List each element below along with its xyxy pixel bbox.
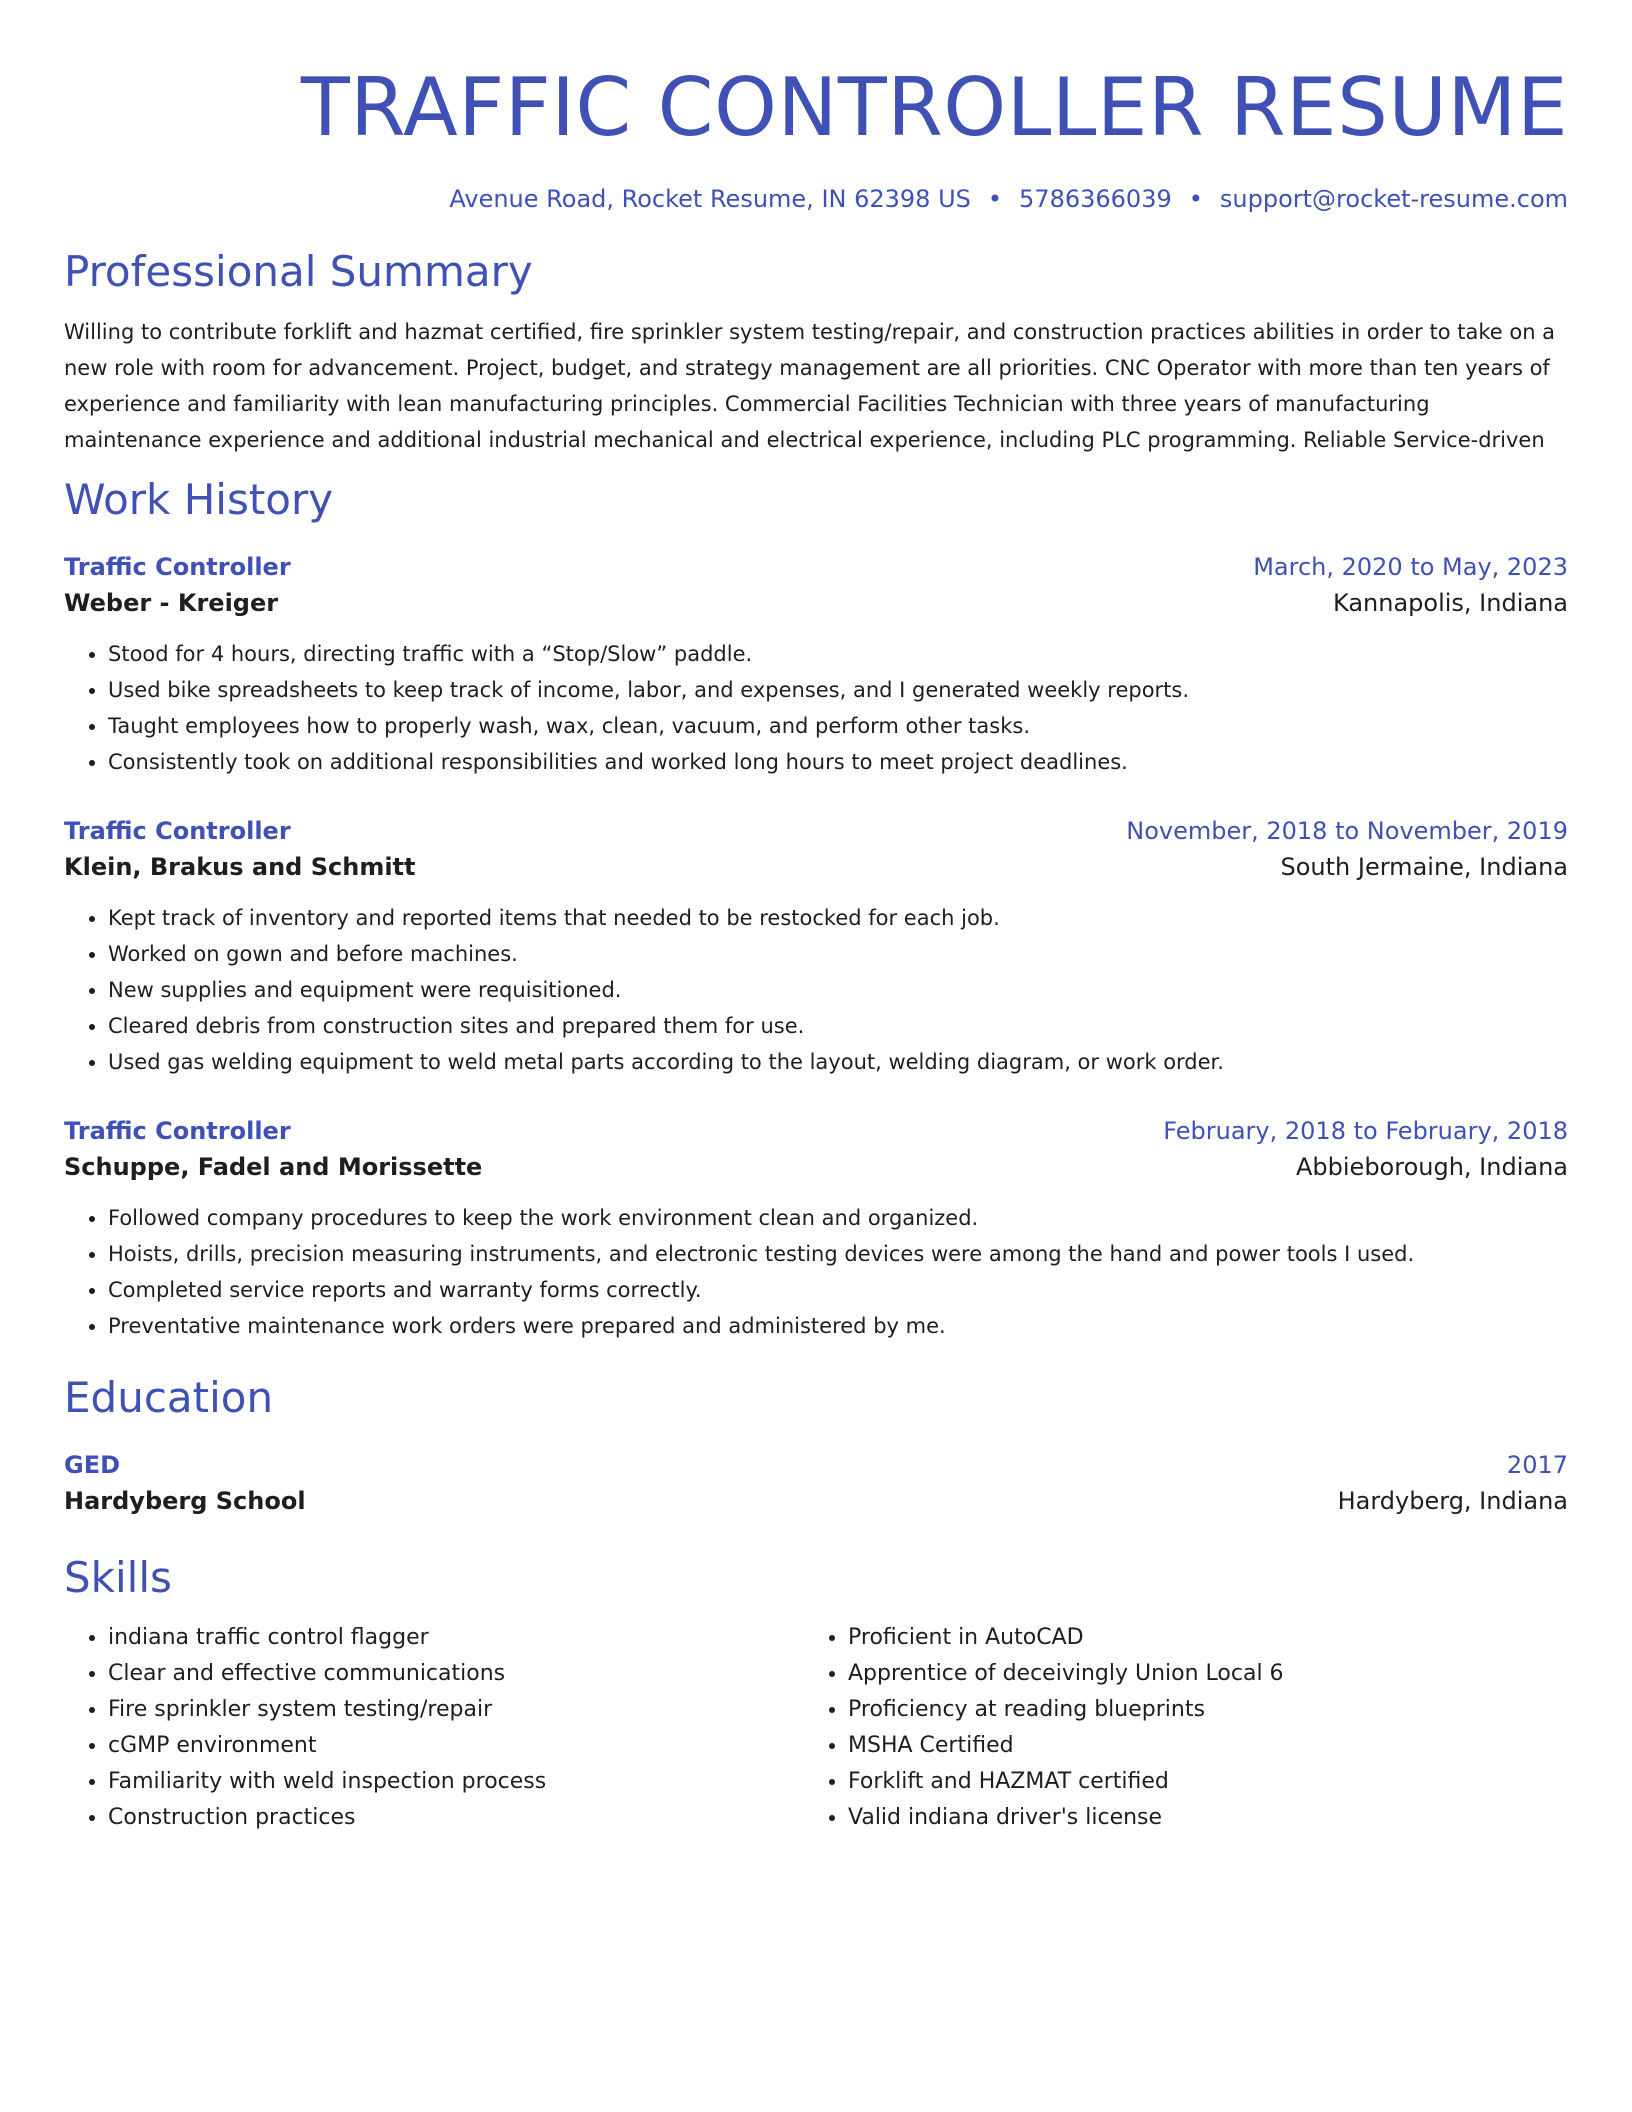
job-company-row (64, 584, 1568, 622)
job-company: Weber - Kreiger (64, 589, 279, 617)
job-duty: • Stood for 4 hours, directing traffic with a “Stop/Slow” paddle. (108, 636, 1568, 672)
job-title: Traffic Controller (64, 1117, 291, 1145)
contact-phone: 5786366039 (1019, 185, 1172, 213)
job-duty: • Taught employees how to properly wash, wax, clean, vacuum, and perform other tasks. (108, 708, 1568, 744)
job-duty: • Consistently took on additional responsibilities and worked long hours to meet project deadlines. (108, 744, 1568, 780)
skill-item: • Valid indiana driver's license (848, 1800, 1544, 1836)
contact-line (64, 182, 1568, 216)
education-school-row (64, 1482, 1568, 1520)
job-duties (64, 1200, 1568, 1344)
skill-item: • indiana traffic control flagger (108, 1620, 804, 1656)
job-entry (64, 550, 1568, 780)
job-duties (64, 636, 1568, 780)
education-degree: GED (64, 1451, 121, 1479)
job-location: Abbieborough, Indiana (1296, 1153, 1568, 1181)
job-title: Traffic Controller (64, 817, 291, 845)
job-duty: • Completed service reports and warranty forms correctly. (108, 1272, 1568, 1308)
skill-item: • Fire sprinkler system testing/repair (108, 1692, 804, 1728)
job-location: Kannapolis, Indiana (1333, 589, 1568, 617)
skill-item: • Apprentice of deceivingly Union Local 6 (848, 1656, 1544, 1692)
education-year: 2017 (1506, 1451, 1568, 1479)
skill-item: • Proficiency at reading blueprints (848, 1692, 1544, 1728)
resume-title: TRAFFIC CONTROLLER RESUME (300, 61, 1568, 154)
job-duty: • Hoists, drills, precision measuring instruments, and electronic testing devices were among the hand and power tools I used. (108, 1236, 1568, 1272)
job-dates: February, 2018 to February, 2018 (1163, 1117, 1568, 1145)
job-company: Klein, Brakus and Schmitt (64, 853, 416, 881)
skills-column-left (64, 1620, 804, 1836)
skill-item: • Familiarity with weld inspection process (108, 1764, 804, 1800)
job-duties (64, 900, 1568, 1080)
job-location: South Jermaine, Indiana (1280, 853, 1568, 881)
contact-separator: • (987, 185, 1003, 213)
job-entry (64, 814, 1568, 1080)
job-header-row (64, 550, 1568, 584)
skill-item: • cGMP environment (108, 1728, 804, 1764)
job-company: Schuppe, Fadel and Morissette (64, 1153, 483, 1181)
work-history-heading: Work History (64, 475, 334, 524)
job-duty: • Used bike spreadsheets to keep track of income, labor, and expenses, and I generated weekly reports. (108, 672, 1568, 708)
skills-heading: Skills (64, 1553, 172, 1602)
job-company-row (64, 1148, 1568, 1186)
skill-item: • Construction practices (108, 1800, 804, 1836)
contact-separator: • (1188, 185, 1203, 213)
summary-heading: Professional Summary (64, 247, 533, 296)
education-location: Hardyberg, Indiana (1337, 1487, 1568, 1515)
skill-item: • Proficient in AutoCAD (848, 1620, 1544, 1656)
job-duty: • Followed company procedures to keep the work environment clean and organized. (108, 1200, 1568, 1236)
job-title: Traffic Controller (64, 553, 291, 581)
job-dates: November, 2018 to November, 2019 (1126, 817, 1568, 845)
education-header-row (64, 1448, 1568, 1482)
job-header-row (64, 814, 1568, 848)
summary-text: Willing to contribute forklift and hazmat certified, fire sprinkler system testing/repair, and construction practices abilities in order to take on a new role with room for advancement. Project, budget, and strategy management are all priorities. CNC Operator with more than ten years of experience and familiarity with lean manufacturing principles. Commercial Facilities Technician with three years of manufacturing maintenance experience and additional industrial mechanical and electrical experience, including PLC programming. Reliable Service-driven (64, 320, 1556, 452)
skills-list (64, 1620, 1568, 1836)
job-duty: • Cleared debris from construction sites and prepared them for use. (108, 1008, 1568, 1044)
skills-column-right (804, 1620, 1544, 1836)
job-duty: • New supplies and equipment were requisitioned. (108, 972, 1568, 1008)
job-duty: • Used gas welding equipment to weld metal parts according to the layout, welding diagram, or work order. (108, 1044, 1568, 1080)
job-dates: March, 2020 to May, 2023 (1253, 553, 1568, 581)
education-heading: Education (64, 1373, 274, 1422)
skill-item: • MSHA Certified (848, 1728, 1544, 1764)
skill-item: • Clear and effective communications (108, 1656, 804, 1692)
contact-email[interactable]: support@rocket-resume.com (1219, 185, 1568, 213)
education-school: Hardyberg School (64, 1487, 306, 1515)
job-duty: • Kept track of inventory and reported items that needed to be restocked for each job. (108, 900, 1568, 936)
job-duty: • Worked on gown and before machines. (108, 936, 1568, 972)
job-duty: • Preventative maintenance work orders were prepared and administered by me. (108, 1308, 1568, 1344)
contact-address: Avenue Road, Rocket Resume, IN 62398 US (449, 185, 971, 213)
skill-item: • Forklift and HAZMAT certified (848, 1764, 1544, 1800)
job-header-row (64, 1114, 1568, 1148)
job-entry (64, 1114, 1568, 1344)
education-entry (64, 1448, 1568, 1520)
job-company-row (64, 848, 1568, 886)
